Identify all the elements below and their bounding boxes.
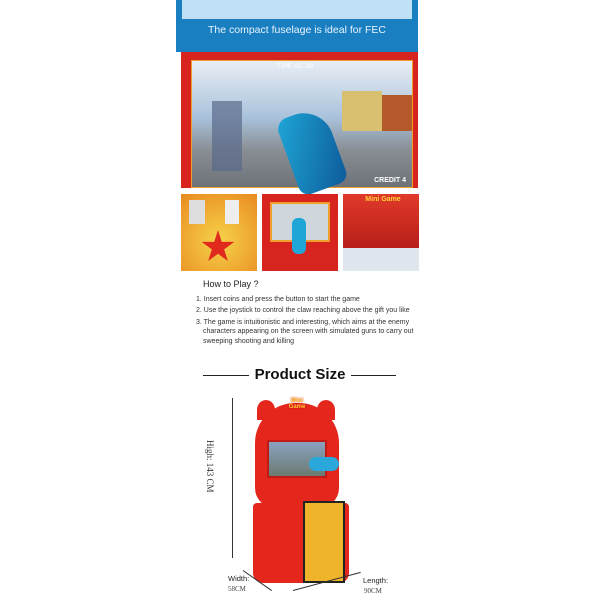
banner-caption: The compact fuselage is ideal for FEC [208, 24, 386, 36]
ear [257, 400, 275, 420]
width-value: 58CM [228, 585, 246, 593]
toy-gun [275, 105, 349, 197]
how-to-play-title: How to Play ? [203, 279, 259, 289]
building [342, 91, 382, 131]
step: 3. The game is intuitionistic and interesting, which aims at the enemy characters appearing on the screen with simulated guns to carry out sweeping shooting and killing [196, 318, 414, 345]
step: 1. Insert coins and press the button to start the game [196, 296, 360, 303]
width-label: Width: [228, 574, 250, 583]
toy-gun [292, 218, 306, 254]
enemy-character [212, 101, 242, 171]
step: 2. Use the joystick to control the claw reaching above the gift you like [196, 307, 410, 315]
height-label: High: 143 CM [205, 440, 215, 493]
thumbnail-cabinet-top [343, 194, 419, 271]
mini-game-logo: Mini Game [288, 398, 306, 410]
toy-gun [309, 457, 339, 471]
thumbnail-coin-panel [181, 194, 257, 271]
ear [317, 400, 335, 420]
star-icon [201, 230, 235, 264]
building [382, 95, 412, 131]
timer: TIME 02:30 [277, 63, 314, 70]
length-value: 90CM [364, 587, 382, 595]
height-dimension-line [232, 398, 233, 558]
coin-slot [189, 200, 205, 224]
length-label: Length: [363, 576, 389, 585]
coin-slot [225, 200, 239, 224]
banner [176, 0, 418, 52]
banner-panel [182, 0, 412, 19]
game-screen [191, 60, 413, 188]
credit-counter: CREDIT 4 [374, 177, 406, 184]
thumbnail-screen-gun [262, 194, 338, 271]
how-to-play-steps [196, 295, 426, 348]
coin-door [303, 501, 345, 583]
arcade-machine-image [245, 395, 355, 585]
product-size-title: Product Size [254, 366, 346, 383]
mini-game-logo: Mini Game [365, 196, 401, 203]
game-screenshot [181, 52, 418, 188]
